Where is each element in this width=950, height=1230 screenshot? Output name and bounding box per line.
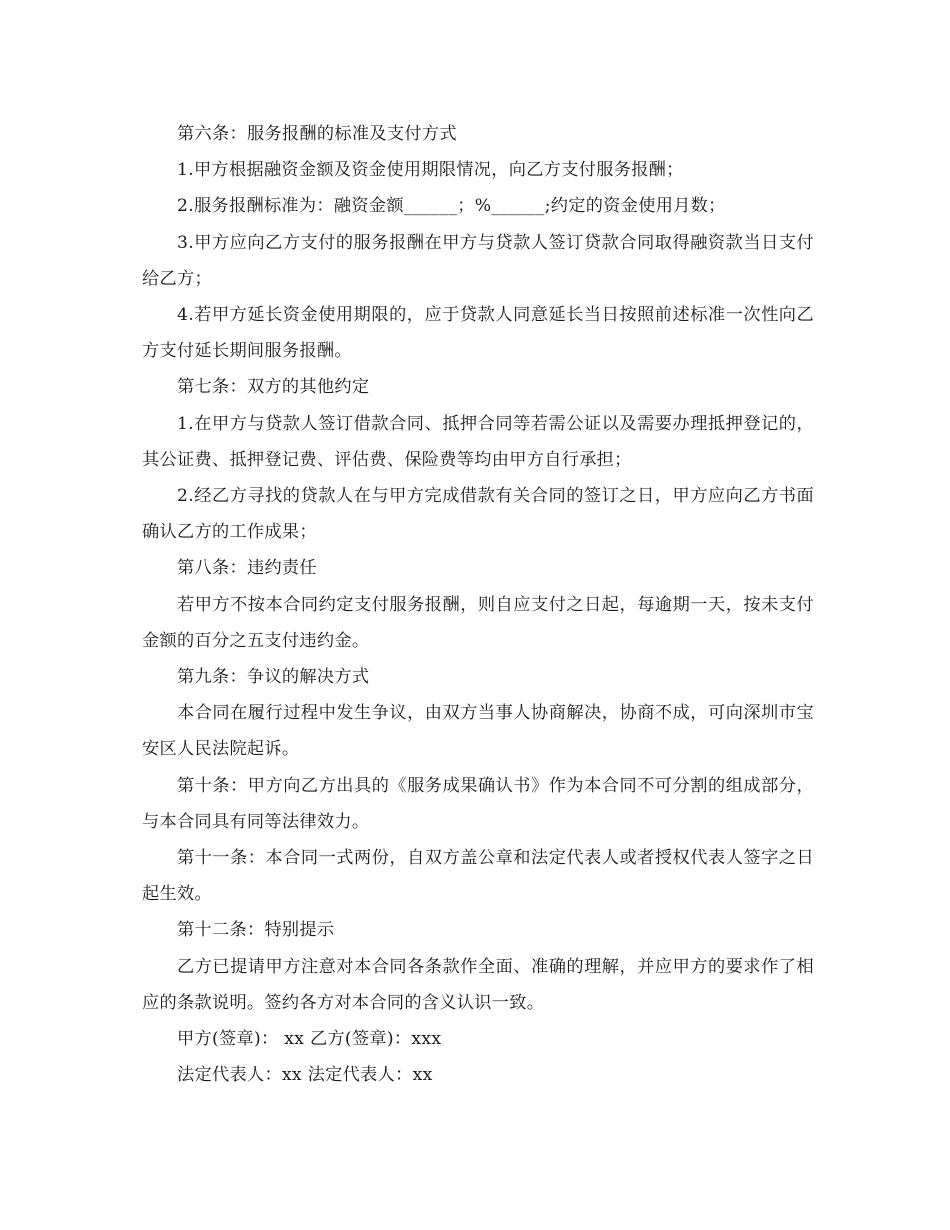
article-6-heading: 第六条：服务报酬的标准及支付方式 [177, 124, 457, 144]
article-6-clause-1: 1.甲方根据融资金额及资金使用期限情况，向乙方支付服务报酬； [177, 160, 684, 181]
article-10-body: 第十条：甲方向乙方出具的《服务成果确认书》作为本合同不可分割的组成部分，与本合同具有同等法律效力。 [142, 775, 814, 832]
article-6-clause-4: 4.若甲方延长资金使用期限的，应于贷款人同意延长当日按照前述标准一次性向乙方支付延长期间服务报酬。 [142, 305, 814, 362]
article-6-clause-2: 2.服务报酬标准为：融资金额______；%______;约定的资金使用月数； [177, 196, 726, 217]
article-12-body: 乙方已提请甲方注意对本合同各条款作全面、准确的理解，并应甲方的要求作了相应的条款说明。签约各方对本合同的含义认识一致。 [142, 956, 814, 1013]
article-7-heading: 第七条：双方的其他约定 [177, 377, 370, 398]
article-12-heading: 第十二条：特别提示 [177, 920, 335, 941]
signature-line-representative: 法定代表人：xx 法定代表人：xx [177, 1065, 433, 1086]
article-9-body: 本合同在履行过程中发生争议，由双方当事人协商解决，协商不成，可向深圳市宝安区人民法院起诉。 [142, 703, 814, 760]
article-11-body: 第十一条：本合同一式两份，自双方盖公章和法定代表人或者授权代表人签字之日起生效。 [142, 848, 814, 905]
contract-document [142, 116, 814, 1093]
article-7-clause-1: 1.在甲方与贷款人签订借款合同、抵押合同等若需公证以及需要办理抵押登记的，其公证费、抵押登记费、评估费、保险费等均由甲方自行承担； [142, 413, 814, 470]
signature-line-seal: 甲方(签章)： xx 乙方(签章)：xxx [177, 1029, 442, 1050]
article-8-body: 若甲方不按本合同约定支付服务报酬，则自应支付之日起，每逾期一天，按未支付金额的百分之五支付违约金。 [142, 594, 814, 651]
article-6-clause-3: 3.甲方应向乙方支付的服务报酬在甲方与贷款人签订贷款合同取得融资款当日支付给乙方； [142, 232, 814, 289]
article-8-heading: 第八条：违约责任 [177, 558, 317, 579]
article-7-clause-2: 2.经乙方寻找的贷款人在与甲方完成借款有关合同的签订之日，甲方应向乙方书面确认乙方的工作成果； [142, 486, 814, 543]
article-9-heading: 第九条：争议的解决方式 [177, 667, 370, 688]
